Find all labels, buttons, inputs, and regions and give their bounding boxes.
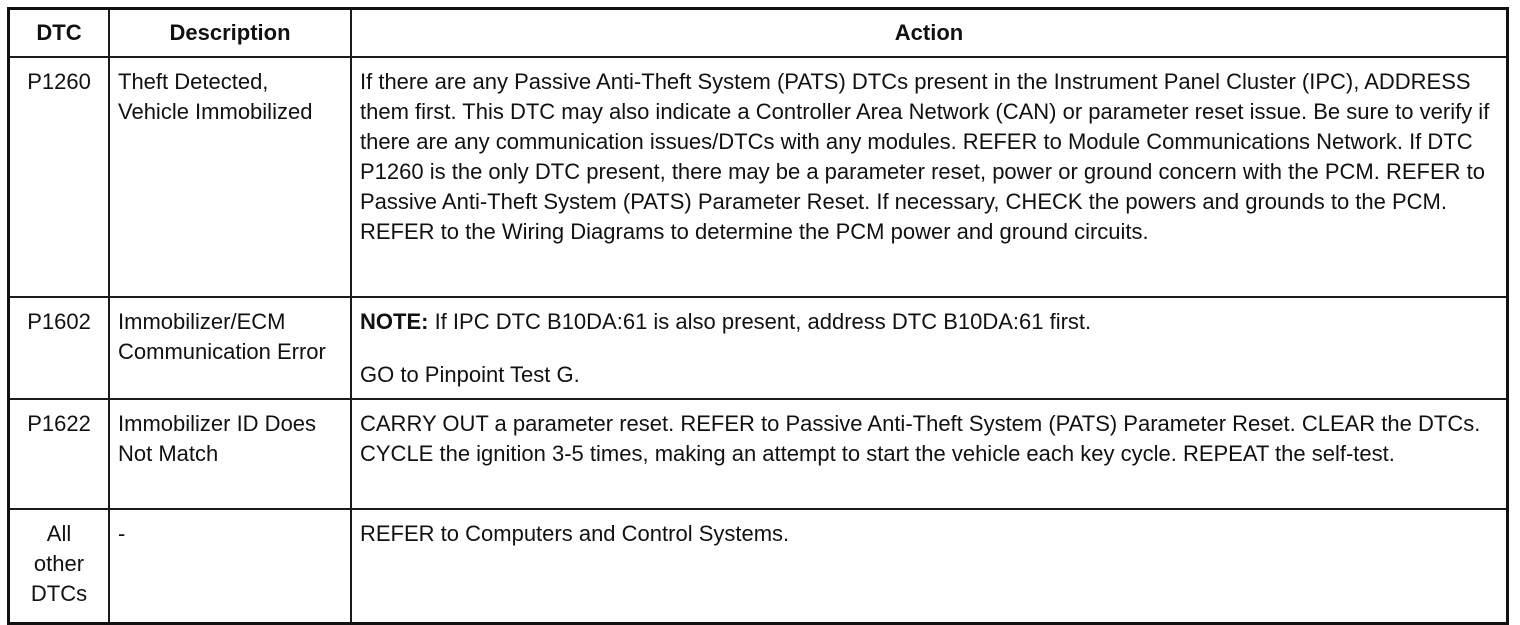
note-label: NOTE: — [360, 309, 429, 334]
description-cell: Theft Detected, Vehicle Immobilized — [109, 57, 351, 297]
dtc-code-cell: P1602 — [9, 297, 110, 399]
table-row — [9, 509, 1508, 624]
dtc-code-cell: P1622 — [9, 399, 110, 509]
table-row — [9, 57, 1508, 297]
action-cell: If there are any Passive Anti-Theft System (PATS) DTCs present in the Instrument Panel Cluster (IPC), ADDRESS them first. This DTC may also indicate a Controller Area Network (CAN) or parameter reset issue. Be sure to verify if there are any communication issues/DTCs with any modules. REFER to Module Communications Network. If DTC P1260 is the only DTC present, there may be a parameter reset, power or ground concern with the PCM. REFER to Passive Anti-Theft System (PATS) Parameter Reset. If necessary, CHECK the powers and grounds to the PCM. REFER to the Wiring Diagrams to determine the PCM power and ground circuits. — [351, 57, 1508, 297]
dtc-table — [7, 7, 1509, 625]
column-header-dtc: DTC — [9, 9, 110, 58]
table-header-row — [9, 9, 1508, 58]
description-cell: Immobilizer ID Does Not Match — [109, 399, 351, 509]
dtc-table-container — [7, 7, 1509, 625]
description-cell: - — [109, 509, 351, 624]
column-header-description: Description — [109, 9, 351, 58]
action-text: GO to Pinpoint Test G. — [360, 362, 580, 387]
action-cell: CARRY OUT a parameter reset. REFER to Passive Anti-Theft System (PATS) Parameter Reset. CLEAR the DTCs. CYCLE the ignition 3-5 times, making an attempt to start the vehicle each key cycle. REPEAT the self-test. — [351, 399, 1508, 509]
action-cell — [351, 297, 1508, 399]
table-row — [9, 297, 1508, 399]
action-cell: REFER to Computers and Control Systems. — [351, 509, 1508, 624]
note-text: If IPC DTC B10DA:61 is also present, address DTC B10DA:61 first. — [428, 309, 1092, 334]
column-header-action: Action — [351, 9, 1508, 58]
table-row — [9, 399, 1508, 509]
dtc-code-cell: All other DTCs — [9, 509, 110, 624]
description-cell: Immobilizer/ECM Communication Error — [109, 297, 351, 399]
note-paragraph — [360, 307, 1498, 337]
dtc-code-cell: P1260 — [9, 57, 110, 297]
